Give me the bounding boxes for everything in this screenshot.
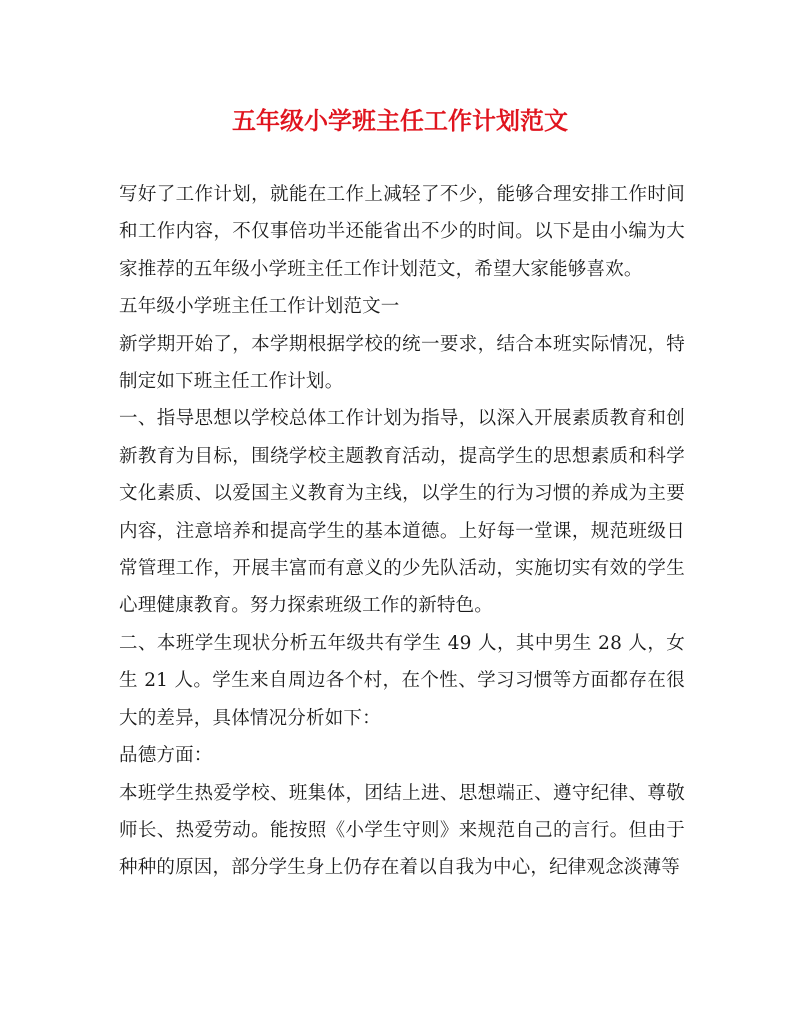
document-body <box>119 176 685 887</box>
paragraph: 新学期开始了，本学期根据学校的统一要求，结合本班实际情况，特制定如下班主任工作计划。 <box>119 333 685 393</box>
intro-paragraph: 写好了工作计划，就能在工作上减轻了不少，能够合理安排工作时间和工作内容，不仅事倍功半还能省出不少的时间。以下是由小编为大家推荐的五年级小学班主任工作计划范文，希望大家能够喜欢。 <box>119 184 685 280</box>
student-analysis-paragraph: 二、本班学生现状分析五年级共有学生 49 人，其中男生 28 人，女生 21 人。学生来自周边各个村，在个性、学习习惯等方面都存在很大的差异，具体情况分析如下： <box>119 632 685 729</box>
document-title: 五年级小学班主任工作计划范文 <box>232 106 568 135</box>
subheading-morality: 品德方面： <box>119 745 213 767</box>
guiding-ideology-paragraph: 一、指导思想以学校总体工作计划为指导，以深入开展素质教育和创新教育为目标，围绕学校主题教育活动，提高学生的思想素质和科学文化素质、以爱国主义教育为主线，以学生的行为习惯的养成为主要内容，注意培养和提高学生的基本道德。上好每一堂课，规范班级日常管理工作，开展丰富而有意义的少先队活动，实施切实有效的学生心理健康教育。努力探索班级工作的新特色。 <box>119 408 685 617</box>
section-heading: 五年级小学班主任工作计划范文一 <box>119 296 400 318</box>
morality-paragraph: 本班学生热爱学校、班集体，团结上进、思想端正、遵守纪律、尊敬师长、热爱劳动。能按照《小学生守则》来规范自己的言行。但由于种种的原因，部分学生身上仍存在着以自我为中心，纪律观念淡薄等 <box>119 782 685 879</box>
